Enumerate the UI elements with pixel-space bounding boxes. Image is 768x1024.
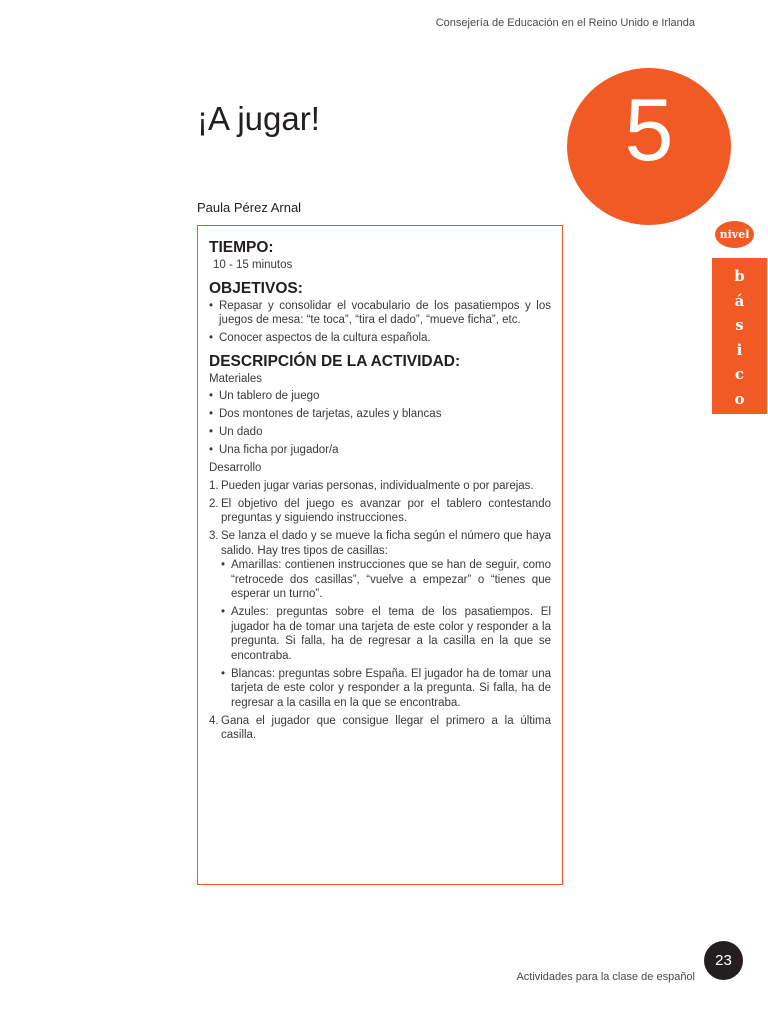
list-item: • Conocer aspectos de la cultura española. [209, 331, 551, 346]
list-item: • Amarillas: contienen instrucciones que se han de seguir, como “retrocede dos casillas”, “vuelve a empezar” o “tienes que esperar un turno”. [221, 558, 551, 602]
step-number: 2. [209, 497, 219, 510]
level-letter: o [734, 389, 745, 408]
step-number: 1. [209, 479, 219, 492]
step-text: Se lanza el dado y se mueve la ficha según el número que haya salido. Hay tres tipos de casillas: [221, 530, 551, 557]
level-letter: s [735, 316, 744, 334]
tiempo-value: 10 - 15 minutos [213, 259, 293, 271]
page-title: ¡A jugar! [197, 100, 320, 137]
list-item: • Una ficha por jugador/a [209, 443, 551, 458]
step-number: 3. [209, 530, 219, 542]
desarrollo-label: Desarrollo [209, 462, 262, 474]
activity-box [197, 225, 563, 885]
objetivos-heading: OBJETIVOS: [209, 279, 303, 297]
step-text: El objetivo del juego es avanzar por el tablero contestando preguntas y siguiendo instrucciones. [221, 497, 551, 524]
descripcion-heading: DESCRIPCIÓN DE LA ACTIVIDAD: [209, 352, 461, 370]
materiales-label: Materiales [209, 372, 263, 385]
level-letter: c [734, 365, 745, 383]
level-badge: nivel [715, 221, 754, 248]
level-letter: á [734, 291, 745, 310]
level-bar [712, 258, 767, 414]
level-letter: b [734, 267, 745, 285]
unit-number: 5 [624, 80, 674, 179]
step-number: 4. [209, 714, 219, 727]
tiempo-heading: TIEMPO: [209, 239, 274, 256]
footer-text: Actividades para la clase de español [516, 971, 695, 983]
list-item: • Un tablero de juego [209, 389, 551, 404]
running-header: Consejería de Educación en el Reino Unido e Irlanda [435, 17, 695, 29]
unit-number-circle [567, 68, 731, 225]
list-item: • Dos montones de tarjetas, azules y blancas [209, 407, 551, 422]
author-name: Paula Pérez Arnal [197, 200, 302, 215]
step-text: Pueden jugar varias personas, individualmente o por parejas. [221, 479, 534, 492]
list-item [209, 529, 551, 710]
objetivos-list [209, 299, 551, 346]
step-text: Gana el jugador que consigue llegar el primero a la última casilla. [221, 714, 551, 741]
materiales-list [209, 389, 551, 458]
list-item [209, 479, 551, 494]
list-item: • Repasar y consolidar el vocabulario de los pasatiempos y los juegos de mesa: “te toca”, “tira el dado”, “mueve ficha”, etc. [209, 299, 551, 328]
page-number: 23 [704, 941, 743, 980]
list-item [209, 714, 551, 743]
desarrollo-list [209, 479, 551, 743]
level-letter: i [736, 340, 743, 359]
list-item [209, 497, 551, 526]
casillas-list [221, 558, 551, 710]
list-item: • Blancas: preguntas sobre España. El jugador ha de tomar una tarjeta de este color y responder a la pregunta. Si falla, ha de regresar a la casilla en la que se encontraba. [221, 667, 551, 711]
list-item: • Azules: preguntas sobre el tema de los pasatiempos. El jugador ha de tomar una tarjeta de este color y responder a la pregunta. Si falla, ha de regresar a la casilla en la que se encontraba. [221, 605, 551, 663]
list-item: • Un dado [209, 425, 551, 440]
